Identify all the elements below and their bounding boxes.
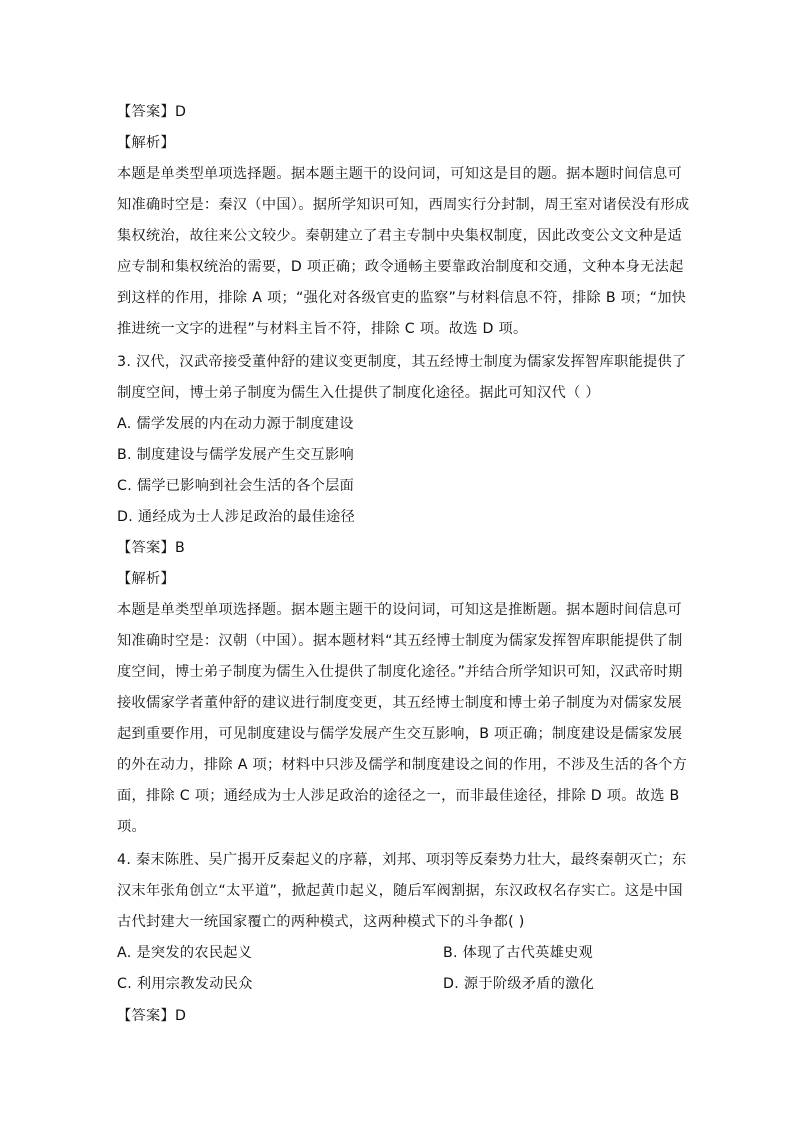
- option-d: D. 通经成为士人涉足政治的最佳途径: [117, 509, 356, 525]
- option-d: D. 源于阶级矛盾的激化: [443, 976, 595, 992]
- analysis-text-line: 项。: [117, 819, 146, 835]
- option-b: B. 制度建设与儒学发展产生交互影响: [117, 447, 354, 463]
- analysis-text-line: 集权统治，故往来公文较少。秦朝建立了君主专制中央集权制度，因此改变公文文种是适: [117, 228, 683, 244]
- question-stem-line: 4. 秦末陈胜、吴广揭开反秦起义的序幕，刘邦、项羽等反秦势力壮大，最终秦朝灭亡；东: [117, 852, 687, 868]
- option-c: C. 利用宗教发动民众: [117, 976, 253, 992]
- analysis-text-line: 的外在动力，排除 A 项；材料中只涉及儒学和制度建设之间的作用，不涉及生活的各个方: [117, 757, 688, 773]
- analysis-label: 【解析】: [117, 571, 175, 587]
- analysis-text-line: 面，排除 C 项；通经成为士人涉足政治的途径之一，而非最佳途径，排除 D 项。故选 B: [117, 788, 680, 804]
- analysis-text-line: 本题是单类型单项选择题。据本题主题干的设问词，可知这是目的题。据本题时间信息可: [117, 166, 683, 182]
- question-stem-line: 汉末年张角创立“太平道”，掀起黄巾起义，随后军阀割据，东汉政权名存实亡。这是中国: [117, 883, 683, 899]
- answer-label: 【答案】D: [117, 1008, 187, 1024]
- analysis-text-line: 知准确时空是：秦汉（中国）。据所学知识可知，西周实行分封制，周王室对诸侯没有形成: [117, 197, 690, 213]
- analysis-text-line: 度空间，博士弟子制度为儒生入仕提供了制度化途径。”并结合所学知识可知，汉武帝时期: [117, 664, 683, 680]
- option-a: A. 是突发的农民起义: [117, 945, 253, 961]
- analysis-text-line: 知准确时空是：汉朝（中国）。据本题材料“其五经博士制度为儒家发挥智库职能提供了制: [117, 633, 683, 649]
- option-a: A. 儒学发展的内在动力源于制度建设: [117, 416, 354, 432]
- option-c: C. 儒学已影响到社会生活的各个层面: [117, 478, 355, 494]
- analysis-text-line: 本题是单类型单项选择题。据本题主题干的设问词，可知这是推断题。据本题时间信息可: [117, 602, 683, 618]
- analysis-text-line: 接收儒家学者董仲舒的建议进行制度变更，其五经博士制度和博士弟子制度为对儒家发展: [117, 695, 683, 711]
- analysis-text-line: 到这样的作用，排除 A 项；“强化对各级官吏的监察”与材料信息不符，排除 B 项；“加快: [117, 290, 687, 306]
- question-stem-line: 古代封建大一统国家覆亡的两种模式，这两种模式下的斗争都( ): [117, 914, 525, 930]
- analysis-text-line: 起到重要作用，可见制度建设与儒学发展产生交互影响，B 项正确；制度建设是儒家发展: [117, 726, 683, 742]
- option-b: B. 体现了古代英雄史观: [443, 945, 594, 961]
- answer-label: 【答案】D: [117, 104, 187, 120]
- analysis-text-line: 应专制和集权统治的需要，D 项正确；政令通畅主要靠政治制度和交通，文种本身无法起: [117, 259, 684, 275]
- analysis-text-line: 推进统一文字的进程”与材料主旨不符，排除 C 项。故选 D 项。: [117, 321, 528, 337]
- question-stem-line: 3. 汉代，汉武帝接受董仲舒的建议变更制度，其五经博士制度为儒家发挥智库职能提供了: [117, 354, 687, 370]
- analysis-label: 【解析】: [117, 135, 175, 151]
- question-stem-line: 制度空间，博士弟子制度为儒生入仕提供了制度化途径。据此可知汉代（ ）: [117, 385, 600, 401]
- answer-label: 【答案】B: [117, 540, 185, 556]
